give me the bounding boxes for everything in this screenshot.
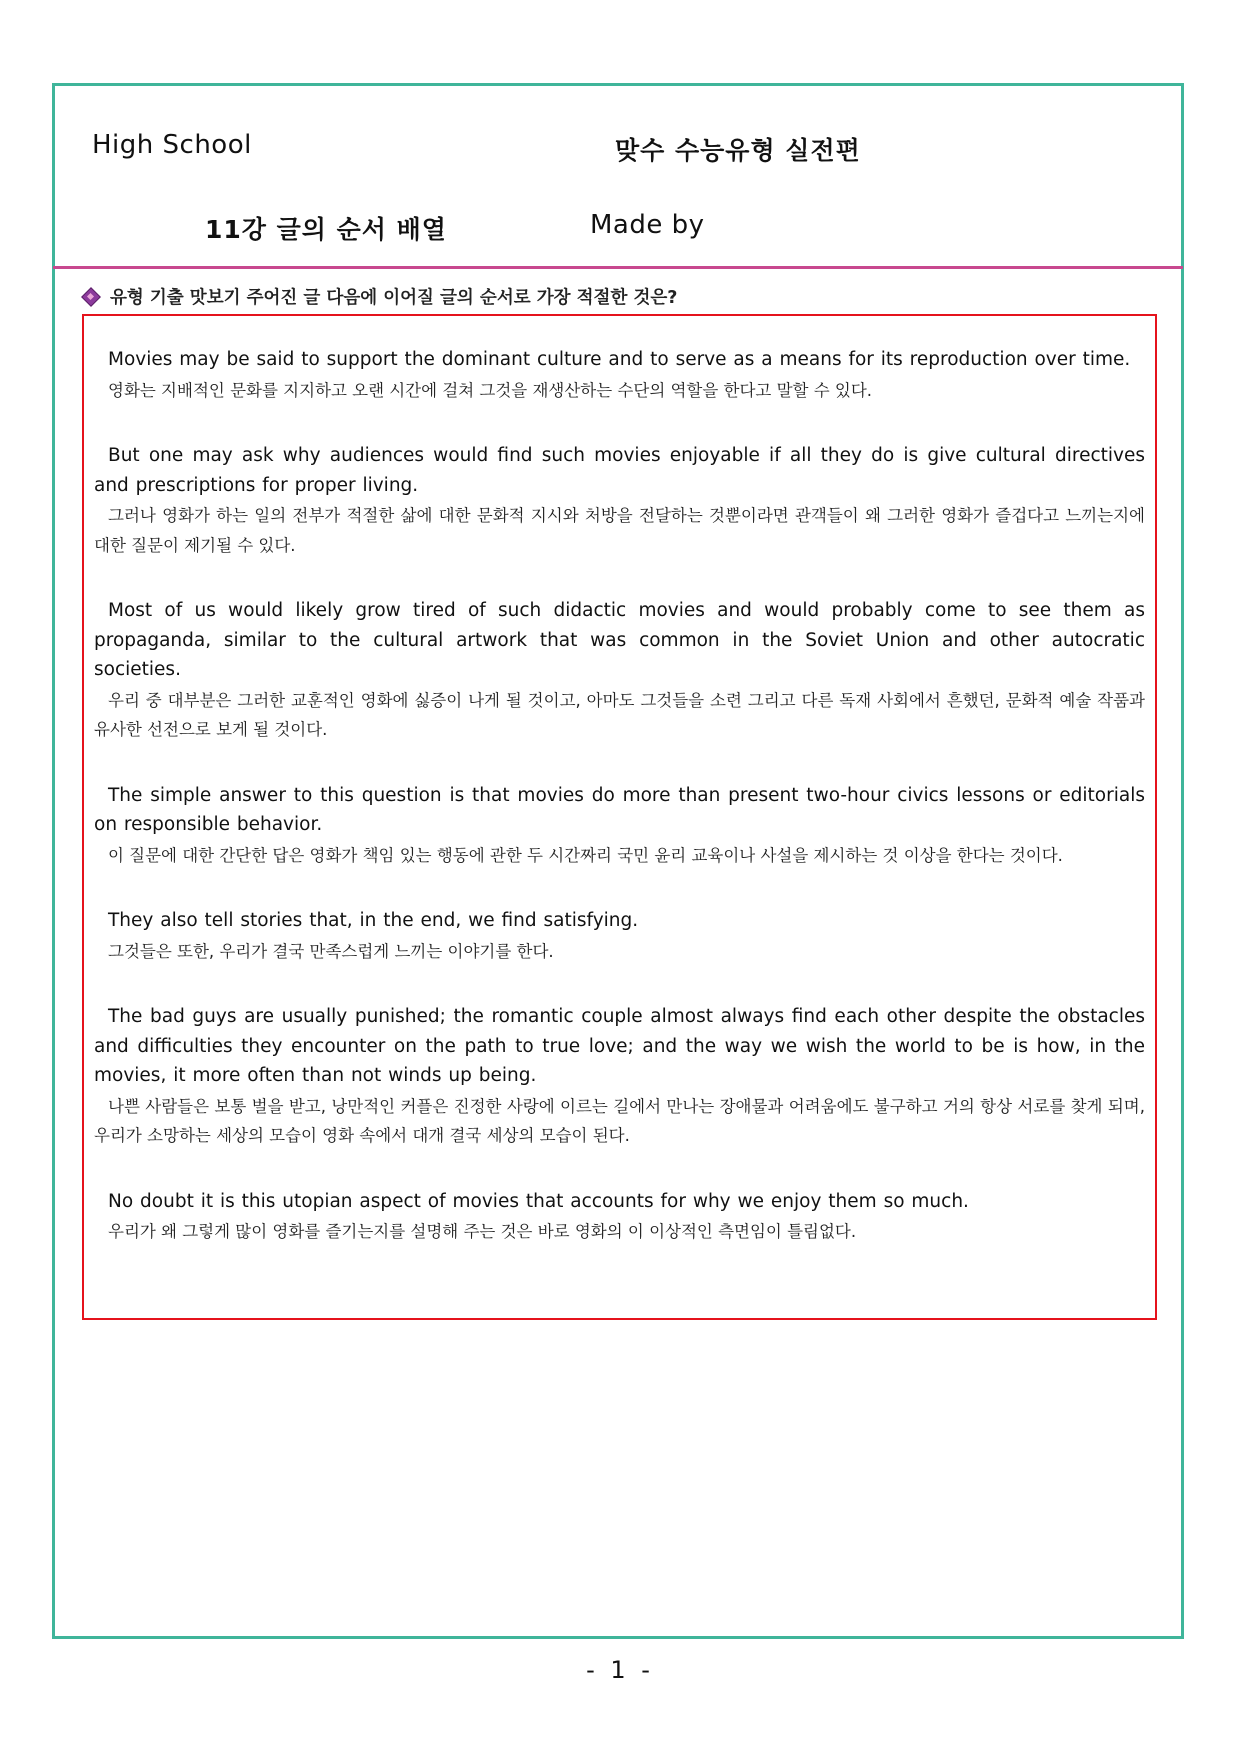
header-divider <box>53 266 1183 269</box>
sentence-pair <box>94 441 1145 560</box>
page-number: - 1 - <box>586 1656 654 1684</box>
english-sentence: The bad guys are usually punished; the romantic couple almost always find each other despite the obstacles and difficulties they encounter on the path to true love; and the way we wish the world to be is how, in the movies, it more often than not winds up being. <box>94 1006 1145 1086</box>
korean-translation: 우리 중 대부분은 그러한 교훈적인 영화에 싫증이 나게 될 것이고, 아마도 그것들을 소련 그리고 다른 독재 사회에서 흔했던, 문화적 예술 작품과 유사한 선전으로 보게 될 것이다. <box>94 690 1145 739</box>
sentence-pair <box>94 345 1145 405</box>
english-sentence: But one may ask why audiences would find such movies enjoyable if all they do is give cultural directives and prescriptions for proper living. <box>94 445 1145 496</box>
korean-translation: 이 질문에 대한 간단한 답은 영화가 책임 있는 행동에 관한 두 시간짜리 국민 윤리 교육이나 사설을 제시하는 것 이상을 한다는 것이다. <box>108 845 1063 865</box>
english-sentence: They also tell stories that, in the end, we find satisfying. <box>108 910 639 931</box>
question-prompt <box>84 284 677 309</box>
korean-translation: 나쁜 사람들은 보통 벌을 받고, 낭만적인 커플은 진정한 사랑에 이르는 길에서 만나는 장애물과 어려움에도 불구하고 거의 항상 서로를 찾게 되며, 우리가 소망하는 세상의 모습이 영화 속에서 대개 결국 세상의 모습이 된다. <box>94 1096 1145 1145</box>
diamond-bullet-icon <box>84 290 98 304</box>
english-sentence: The simple answer to this question is that movies do more than present two-hour civics lessons or editorials on responsible behavior. <box>94 784 1145 835</box>
question-text: 유형 기출 맛보기 주어진 글 다음에 이어질 글의 순서로 가장 적절한 것은? <box>110 288 678 308</box>
passage-box <box>82 314 1157 1320</box>
made-by-label: Made by <box>590 210 705 240</box>
series-title: 맞수 수능유형 실전편 <box>615 136 861 165</box>
english-sentence: No doubt it is this utopian aspect of movies that accounts for why we enjoy them so much. <box>108 1190 969 1212</box>
english-sentence: Most of us would likely grow tired of such didactic movies and would probably come to see them as propaganda, similar to the cultural artwork that was common in the Soviet Union and other autocratic societies. <box>94 600 1145 680</box>
sentence-pair <box>94 906 1145 966</box>
korean-translation: 그러나 영화가 하는 일의 전부가 적절한 삶에 대한 문화적 지시와 처방을 전달하는 것뿐이라면 관객들이 왜 그러한 영화가 즐겁다고 느끼는지에 대한 질문이 제기될 수 있다. <box>94 506 1145 555</box>
sentence-pair <box>94 1187 1145 1247</box>
korean-translation: 그것들은 또한, 우리가 결국 만족스럽게 느끼는 이야기를 한다. <box>108 941 554 961</box>
school-level-label: High School <box>92 130 252 160</box>
english-sentence: Movies may be said to support the dominant culture and to serve as a means for its reproduction over time. <box>108 349 1131 370</box>
sentence-pair <box>94 781 1145 871</box>
sentence-pair <box>94 1002 1145 1151</box>
lesson-title: 11강 글의 순서 배열 <box>205 215 447 244</box>
korean-translation: 영화는 지배적인 문화를 지지하고 오랜 시간에 걸쳐 그것을 재생산하는 수단의 역할을 한다고 말할 수 있다. <box>108 380 873 400</box>
korean-translation: 우리가 왜 그렇게 많이 영화를 즐기는지를 설명해 주는 것은 바로 영화의 이 이상적인 측면임이 틀림없다. <box>108 1222 857 1241</box>
sentence-pair <box>94 596 1145 745</box>
